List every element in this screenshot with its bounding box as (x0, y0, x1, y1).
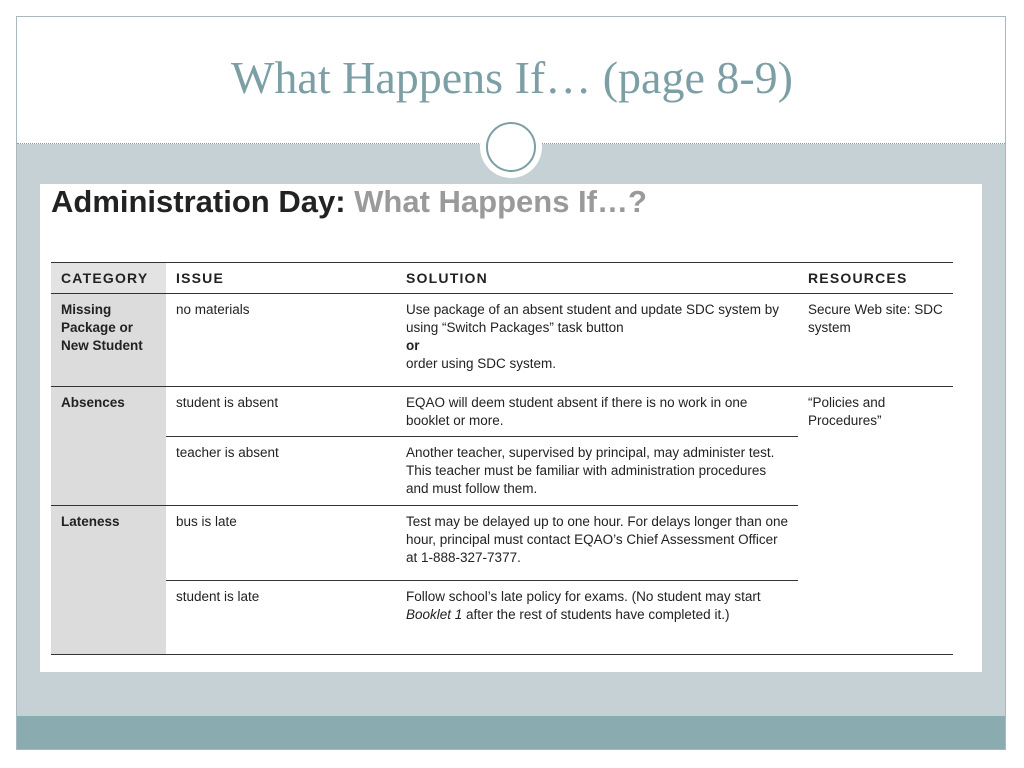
category-missing: Missing Package or New Student (51, 294, 166, 387)
divider-ring-icon (486, 122, 536, 172)
resources-policies: “Policies and Procedures” (798, 387, 953, 655)
solution-student-late-a: Follow school’s late policy for exams. (No student may start (406, 589, 761, 604)
solution-missing-or: or (406, 338, 420, 353)
issue-bus-late: bus is late (166, 506, 396, 581)
document-image (40, 184, 982, 672)
table-row (51, 387, 953, 437)
category-absences: Absences (51, 387, 166, 506)
issue-student-absent: student is absent (166, 387, 396, 437)
solution-student-late-italic: Booklet 1 (406, 607, 463, 622)
resources-missing: Secure Web site: SDC system (808, 302, 943, 335)
heading-main: Administration Day: (51, 184, 346, 219)
heading-accent: What Happens If…? (354, 184, 647, 219)
header-solution: SOLUTION (396, 263, 798, 294)
issue-student-late: student is late (166, 581, 396, 655)
header-category: CATEGORY (51, 263, 166, 294)
solution-student-late-b: after the rest of students have completed it.) (462, 607, 730, 622)
solution-missing-line2: order using SDC system. (406, 356, 557, 371)
solution-bus-late: Test may be delayed up to one hour. For delays longer than one hour, principal must contact EQAO’s Chief Assessment Officer at 1-888-327-7377. (396, 506, 798, 581)
solution-student-absent: EQAO will deem student absent if there is no work in one booklet or more. (396, 387, 798, 437)
solution-student-late (396, 581, 798, 655)
solution-missing-line1: Use package of an absent student and update SDC system by using “Switch Packages” task button (406, 302, 779, 335)
document-heading (51, 184, 647, 220)
solution-teacher-absent: Another teacher, supervised by principal, may administer test. This teacher must be familiar with administration procedures and must follow them. (396, 437, 798, 506)
issue-teacher-absent: teacher is absent (166, 437, 396, 506)
header-resources: RESOURCES (798, 263, 953, 294)
category-lateness: Lateness (51, 506, 166, 655)
header-issue: ISSUE (166, 263, 396, 294)
what-happens-if-table (51, 262, 953, 655)
table-row (51, 294, 953, 387)
slide-footer-band (17, 716, 1005, 749)
solution-missing (396, 294, 798, 387)
table-header-row (51, 263, 953, 294)
slide-title: What Happens If… (page 8-9) (231, 52, 793, 103)
issue-no-materials: no materials (176, 302, 250, 317)
